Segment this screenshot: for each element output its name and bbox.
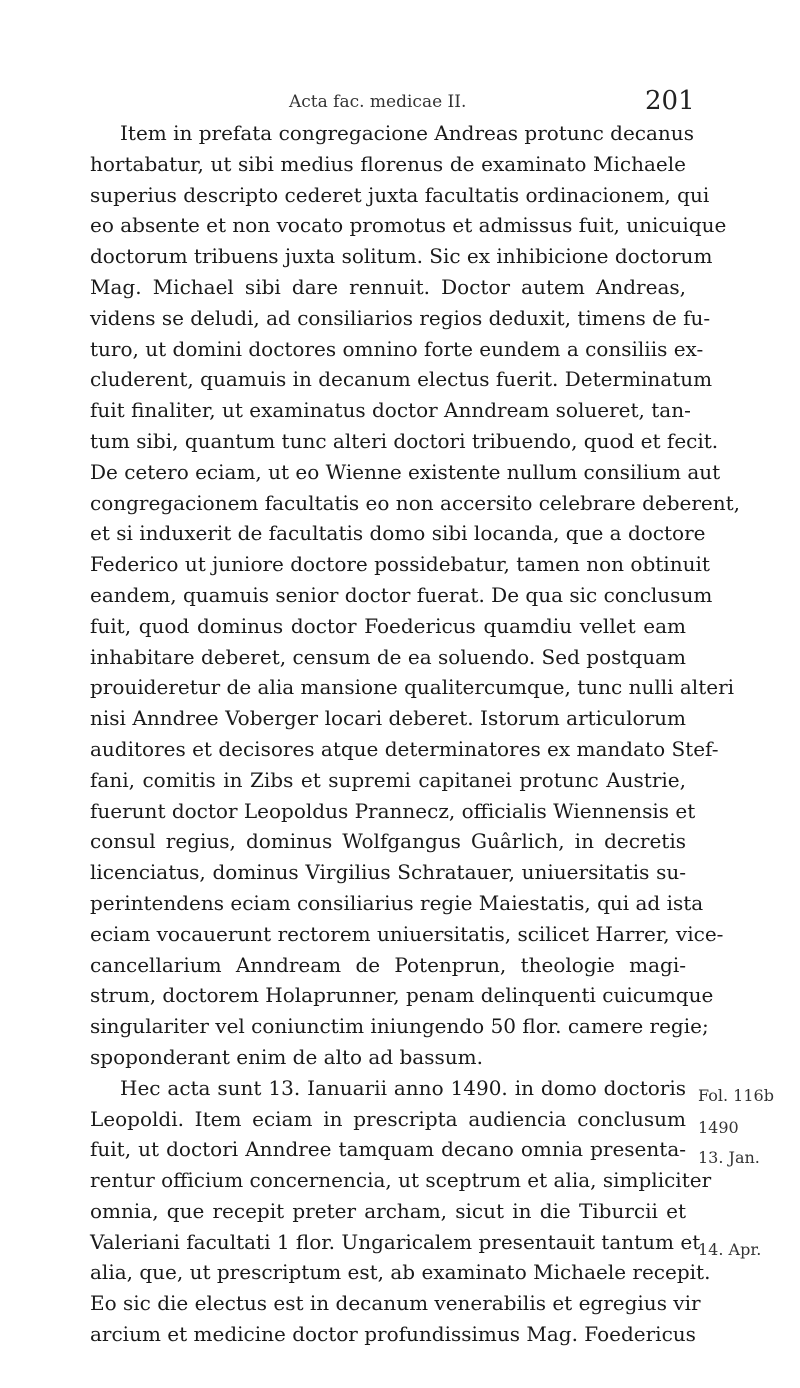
text-line: hortabatur, ut sibi medius florenus de examinato Michaele (90, 151, 686, 176)
text-line: Item in prefata congregacione Andreas protunc decanus (120, 121, 694, 145)
text-line: tum sibi, quantum tunc alteri doctori tribuendo, quod et fecit. (90, 428, 719, 453)
text-line: superius descripto cederet juxta facultatis ordinacionem, qui (90, 182, 710, 207)
page-number: 201 (645, 86, 695, 116)
text-line: perintendens eciam consiliarius regie Maiestatis, qui ad ista (90, 890, 704, 915)
text-line: prouideretur de alia mansione qualitercumque, tunc nulli alteri (90, 675, 735, 700)
margin-note-date: 13. Jan. (698, 1148, 760, 1167)
text-line: cluderent, quamuis in decanum electus fuerit. Determinatum (90, 367, 713, 392)
text-line: Valeriani facultati 1 flor. Ungaricalem presentauit tantum et (90, 1229, 701, 1254)
text-line: nisi Anndree Voberger locari deberet. Istorum articulorum (90, 706, 686, 731)
text-line: spoponderant enim de alto ad bassum. (90, 1044, 483, 1069)
margin-note-date: 14. Apr. (698, 1240, 762, 1259)
text-line: fani, comitis in Zibs et supremi capitanei protunc Austrie, (90, 767, 686, 792)
text-line: doctorum tribuens juxta solitum. Sic ex inhibicione doctorum (90, 244, 713, 269)
text-line: videns se deludi, ad consiliarios regios deduxit, timens de fu- (90, 305, 711, 330)
text-line: et si induxerit de facultatis domo sibi locanda, que a doctore (90, 521, 706, 546)
text-line: eandem, quamuis senior doctor fuerat. De qua sic conclusum (90, 582, 713, 607)
text-line: licenciatus, dominus Virgilius Schratauer, uniuersitatis su- (90, 860, 686, 885)
text-line: inhabitare deberet, censum de ea soluendo. Sed postquam (90, 644, 686, 669)
text-line: eo absente et non vocato promotus et admissus fuit, unicuique (90, 213, 727, 238)
text-line: consul regius, dominus Wolfgangus Guârlich, in decretis (90, 829, 686, 854)
text-line: singulariter vel coniunctim iniungendo 50 flor. camere regie; (90, 1014, 709, 1039)
text-line: strum, doctorem Holaprunner, penam delinquenti cuicumque (90, 983, 714, 1008)
text-line: Leopoldi. Item eciam in prescripta audiencia conclusum (90, 1106, 686, 1131)
text-line: cancellarium Anndream de Potenprun, theologie magi- (90, 952, 686, 977)
text-line: Hec acta sunt 13. Ianuarii anno 1490. in domo doctoris (120, 1075, 686, 1100)
text-line: De cetero eciam, ut eo Wienne existente nullum consilium aut (90, 459, 721, 484)
text-line: alia, que, ut prescriptum est, ab examinato Michaele recepit. (90, 1260, 711, 1285)
running-title: Acta fac. medicae II. (289, 92, 467, 112)
text-line: fuit, quod dominus doctor Foedericus quamdiu vellet eam (90, 613, 686, 638)
text-line: fuit finaliter, ut examinatus doctor Anndream solueret, tan- (90, 398, 691, 423)
text-line: rentur officium concernencia, ut sceptrum et alia, simpliciter (90, 1168, 712, 1193)
text-line: Mag. Michael sibi dare rennuit. Doctor autem Andreas, (90, 274, 686, 299)
margin-note-year: 1490 (698, 1118, 739, 1137)
page-header (90, 0, 686, 50)
text-line: auditores et decisores atque determinatores ex mandato Stef- (90, 736, 719, 761)
text-line: fuit, ut doctori Anndree tamquam decano omnia presenta- (90, 1137, 686, 1162)
margin-note-folio: Fol. 116b (698, 1086, 774, 1105)
text-line: Federico ut juniore doctore possidebatur, tamen non obtinuit (90, 552, 710, 577)
text-line: turo, ut domini doctores omnino forte eundem a consiliis ex- (90, 336, 704, 361)
text-line: eciam vocauerunt rectorem uniuersitatis, scilicet Harrer, vice- (90, 921, 724, 946)
text-line: fuerunt doctor Leopoldus Prannecz, officialis Wiennensis et (90, 798, 696, 823)
text-line: arcium et medicine doctor profundissimus Mag. Foedericus (90, 1322, 696, 1347)
text-line: Eo sic die electus est in decanum venerabilis et egregius vir (90, 1291, 701, 1316)
text-line: omnia, que recepit preter archam, sicut in die Tiburcii et (90, 1198, 686, 1223)
text-line: congregacionem facultatis eo non accersito celebrare deberent, (90, 490, 741, 515)
